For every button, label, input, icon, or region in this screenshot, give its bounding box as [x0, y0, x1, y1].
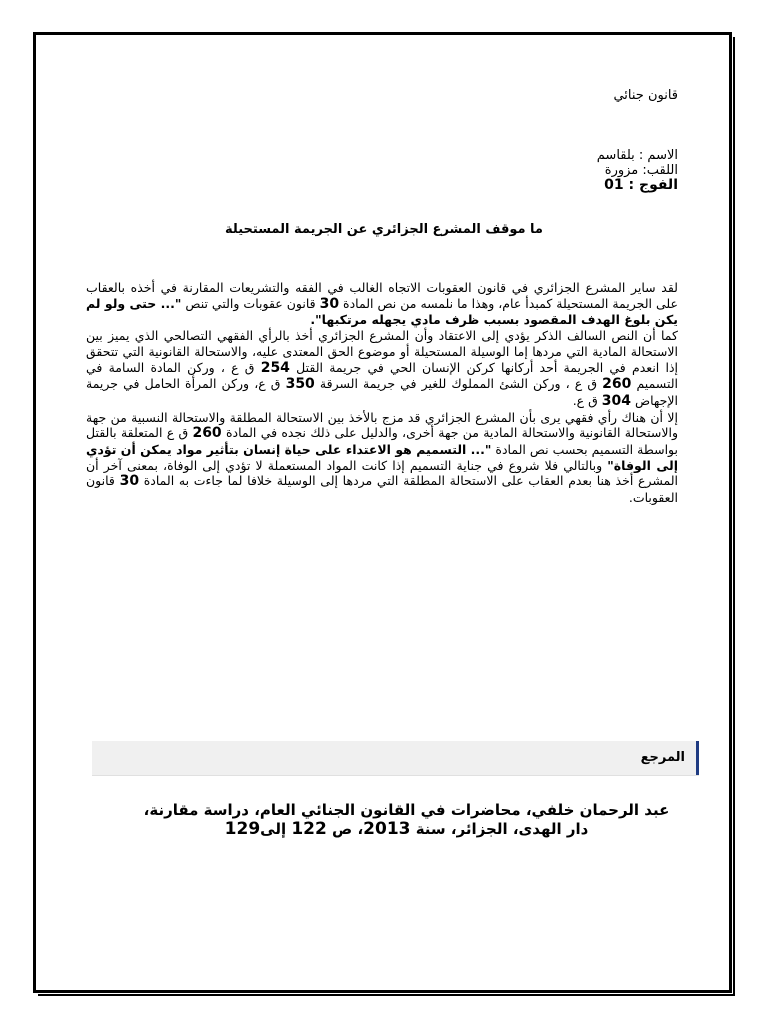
text-run: لقد ساير المشرع الجزائري في قانون العقوبات الاتجاه الغالب في الفقه والتشريعات المقارنة في أخذه بالعقاب على الجريمة المستحيلة كمبدأ عام، وهذا ما نلمسه من نص المادة [86, 280, 678, 311]
citation-page-to: 129 [224, 819, 261, 839]
text-run: قانون عقوبات والتي تنص [181, 295, 320, 311]
article-number: 260 [192, 425, 222, 442]
quoted-text: "... التسميم هو الاعتداء على حياة إنسان بتأثير مواد يمكن أن تؤدي إلى الوفاة" [86, 442, 678, 473]
text-run: ق ع. [572, 392, 602, 408]
article-number: 254 [260, 359, 290, 376]
quoted-text: "... حتى ولو لم يكن بلوغ الهدف المقصود بسبب ظرف مادي يجهله مرتكبها". [86, 295, 678, 328]
text-run: كما أن النص السالف الذكر يؤدي إلى الاعتقاد وأن المشرع الجزائري أخذ بالرأي الفقهي التصالحي الذي يميز بين الاستحالة المادية التي مردها إما الوسيلة المستحيلة أو موضوع الحق المعتدى عليه، والاستحالة القانونية التي تتحقق إذا انعدم في الجريمة أحد أركانها كركن الإنسان الحي في جريمة القتل [86, 328, 678, 375]
text-run: ق ع ، وركن الشئ المملوك للغير في جريمة السرقة [314, 376, 603, 392]
course-subject: قانون جنائي [613, 88, 678, 103]
paragraph-1 [86, 280, 678, 328]
reference-citation [140, 801, 673, 839]
text-run: قانون العقوبات. [86, 473, 678, 506]
citation-text: إلى [260, 820, 292, 838]
article-number: 260 [602, 376, 632, 393]
student-group: الفوج : 01 [604, 177, 678, 193]
text-run: ق ع، وركن المرأة الحامل في جريمة الإجهاض [86, 376, 678, 408]
reference-header-bar [92, 741, 699, 776]
article-number: 30 [319, 295, 340, 312]
document-body [86, 280, 678, 506]
student-name: الاسم : بلقاسم [596, 148, 678, 163]
article-number: 350 [285, 376, 315, 393]
paragraph-2 [86, 328, 678, 410]
text-run: وبالتالي فلا شروع في جناية التسميم إذا كانت المواد المستعملة لا تؤدي إلى الوفاة، بمعنى آخر أن المشرع أخذ هنا بعدم العقاب على الاستحالة المطلقة التي مردها إلى الوسيلة خلافا لما جاءت به المادة [86, 457, 679, 489]
citation-text: ، ص [326, 820, 364, 838]
text-run: ق ع ، وركن المادة السامة في التسميم [86, 359, 679, 392]
text-run: ق ع المتعلقة بالقتل بواسطة التسميم بحسب نص المادة [86, 425, 678, 458]
paragraph-3 [86, 410, 678, 506]
citation-page-from: 122 [291, 819, 327, 839]
text-run: إلا أن هناك رأي فقهي يرى بأن المشرع الجزائري قد مزج بالأخذ بين الاستحالة المطلقة والاستحالة النسبية من جهة والاستحالة القانونية والاستحالة المادية من جهة أخرى، والدليل على ذلك نجده في المادة [86, 409, 679, 441]
citation-year: 2013 [363, 819, 411, 839]
student-info [597, 148, 678, 193]
document-title: ما موقف المشرع الجزائري عن الجريمة المستحيلة [225, 222, 543, 237]
article-number: 30 [119, 473, 140, 490]
citation-text: عبد الرحمان خلفي، محاضرات في القانون الجنائي العام، دراسة مقارنة، دار الهدى، الجزائر، سنة [143, 801, 670, 838]
article-number: 304 [601, 392, 631, 409]
student-surname: اللقب: مزورة [604, 163, 678, 178]
reference-label: المرجع [640, 750, 685, 765]
